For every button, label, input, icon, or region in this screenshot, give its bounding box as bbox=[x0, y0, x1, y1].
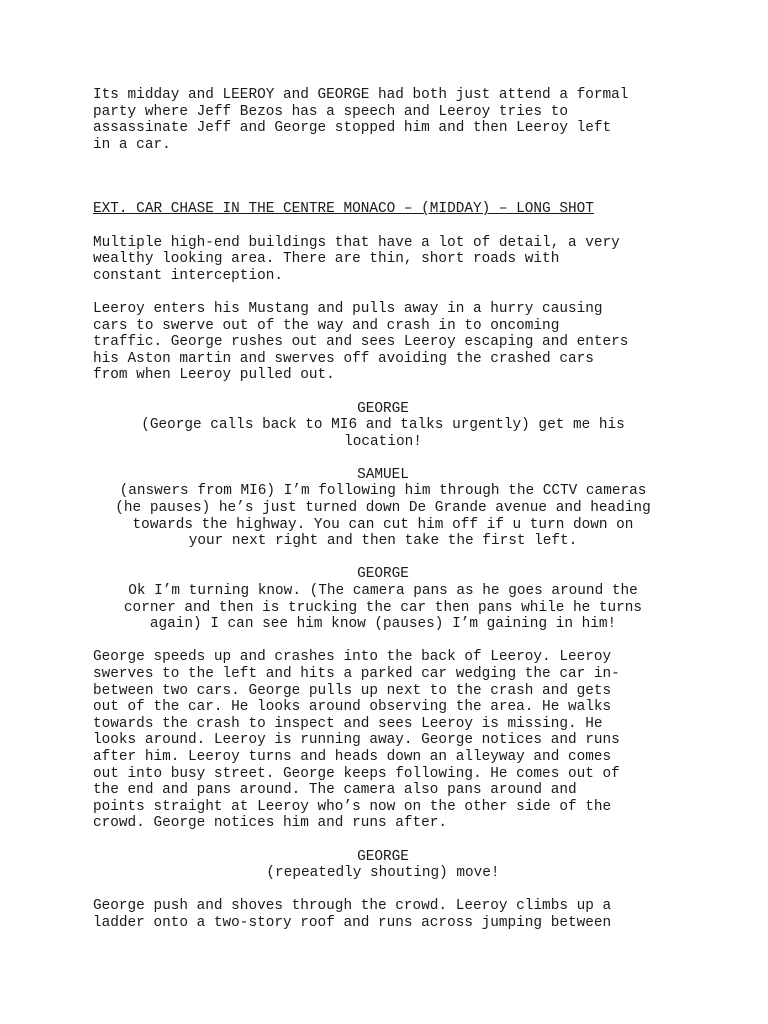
dialogue-block-samuel bbox=[93, 467, 673, 550]
dialogue-block-george-3 bbox=[93, 849, 673, 882]
script-body bbox=[93, 87, 673, 948]
opening-paragraph: Its midday and LEEROY and GEORGE had both just attend a formal party where Jeff Bezos has a speech and Leeroy tries to assassinate Jeff and George stopped him and then Leeroy left in a car. bbox=[93, 87, 629, 153]
action-paragraph-4: George push and shoves through the crowd. Leeroy climbs up a ladder onto a two-story roof and runs across jumping between bbox=[93, 898, 612, 931]
character-name: GEORGE bbox=[357, 566, 409, 583]
character-name: GEORGE bbox=[357, 400, 409, 417]
dialogue-block-george-2 bbox=[93, 566, 673, 632]
character-name: GEORGE bbox=[357, 848, 409, 865]
action-paragraph-3: George speeds up and crashes into the back of Leeroy. Leeroy swerves to the left and hits a parked car wedging the car in- between two cars. George pulls up next to the crash and gets out of the car. He looks around observing the area. He walks towards the crash to inspect and sees Leeroy is missing. He looks around. Leeroy is running away. George notices and runs after him. Leeroy turns and heads down an alleyway and comes out into busy street. George keeps following. He comes out of the end and pans around. The camera also pans around and points straight at Leeroy who’s now on the other side of the crowd. George notices him and runs after. bbox=[93, 649, 620, 832]
dialogue-block-george-1 bbox=[93, 401, 673, 451]
dialogue-line: (repeatedly shouting) move! bbox=[266, 865, 500, 882]
action-paragraph-1: Multiple high-end buildings that have a lot of detail, a very wealthy looking area. There are thin, short roads with constant interception. bbox=[93, 234, 620, 284]
action-paragraph-2: Leeroy enters his Mustang and pulls away in a hurry causing cars to swerve out of the way and crash in to oncoming traffic. George rushes out and sees Leeroy escaping and enters his Aston martin and swerves off avoiding the crashed cars from when Leeroy pulled out. bbox=[93, 300, 629, 384]
dialogue-line: (George calls back to MI6 and talks urgently) get me his location! bbox=[141, 417, 625, 450]
character-name: SAMUEL bbox=[357, 466, 409, 483]
scene-heading: EXT. CAR CHASE IN THE CENTRE MONACO – (MIDDAY) – LONG SHOT bbox=[93, 201, 594, 218]
dialogue-line: (answers from MI6) I’m following him through the CCTV cameras (he pauses) he’s just turned down De Grande avenue and heading towards the highway. You can cut him off if u turn down on your next right and then take the first left. bbox=[115, 483, 651, 550]
dialogue-line: Ok I’m turning know. (The camera pans as he goes around the corner and then is trucking the car then pans while he turns again) I can see him know (pauses) I’m gaining in him! bbox=[123, 583, 643, 633]
